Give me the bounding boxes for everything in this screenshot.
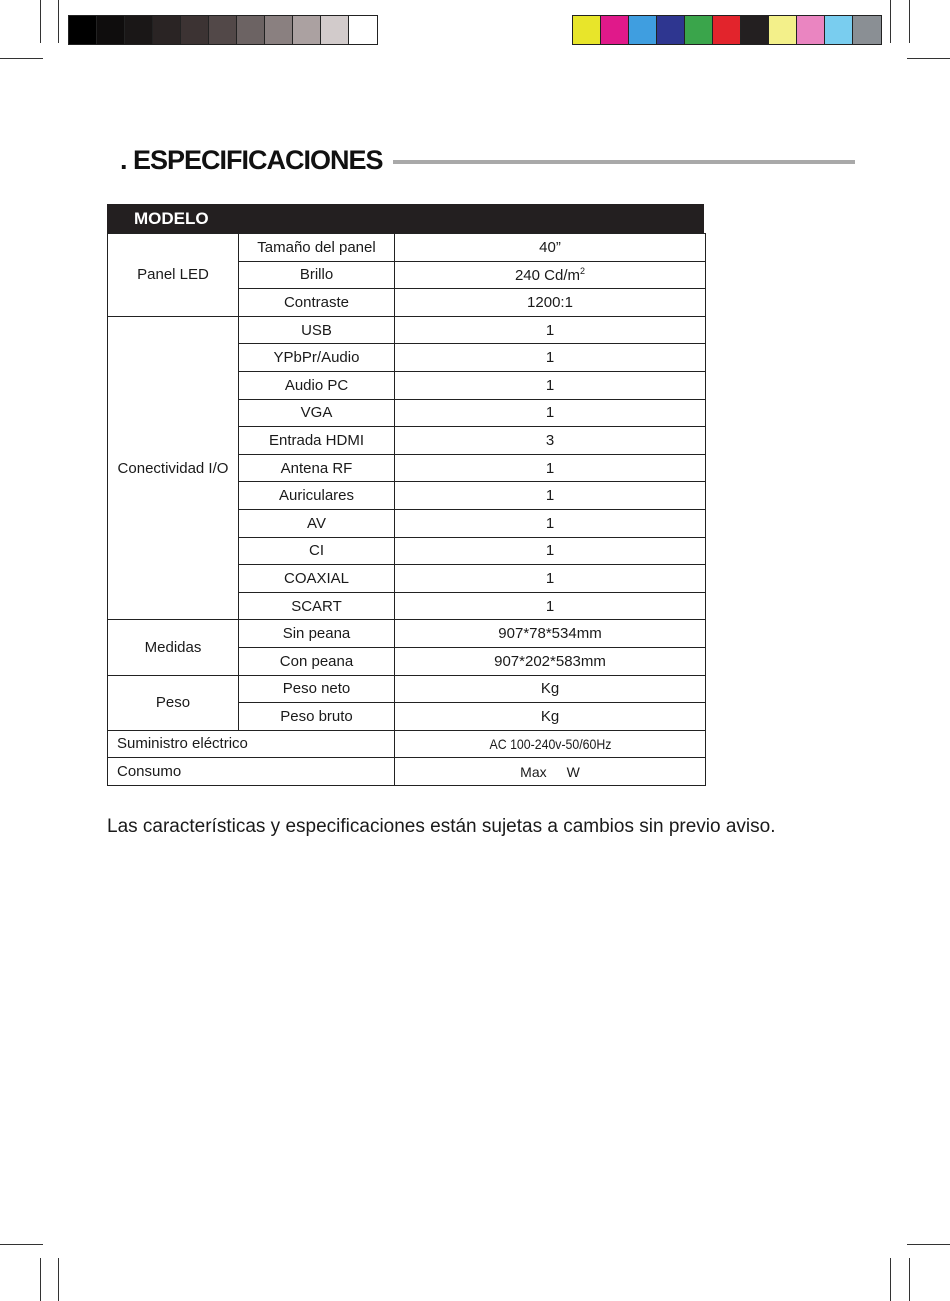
grayscale-swatch	[321, 16, 349, 44]
spec-value: 1200:1	[395, 289, 706, 317]
spec-value: 1	[395, 344, 706, 372]
grayscale-swatch	[153, 16, 181, 44]
spec-label: Entrada HDMI	[239, 427, 395, 455]
table-row	[108, 234, 706, 262]
consumption-max: Max	[520, 763, 547, 780]
spec-value: 1	[395, 482, 706, 510]
spec-value: 907*202*583mm	[395, 647, 706, 675]
grayscale-swatch	[125, 16, 153, 44]
spec-value: 40”	[395, 234, 706, 262]
grayscale-swatch	[237, 16, 265, 44]
grayscale-calibration-bar	[68, 15, 378, 45]
table-row	[108, 730, 706, 758]
crop-mark	[909, 0, 910, 43]
color-swatch	[629, 16, 657, 44]
color-swatch	[741, 16, 769, 44]
color-swatch	[797, 16, 825, 44]
spec-label: COAXIAL	[239, 565, 395, 593]
crop-mark	[40, 1258, 41, 1301]
group-label: Medidas	[108, 620, 239, 675]
model-header: MODELO	[134, 209, 209, 228]
spec-label: Antena RF	[239, 454, 395, 482]
spec-value: Kg	[395, 675, 706, 703]
group-label: Conectividad I/O	[108, 316, 239, 620]
spec-value: 3	[395, 427, 706, 455]
table-row	[108, 316, 706, 344]
section-heading	[120, 140, 855, 180]
grayscale-swatch	[349, 16, 377, 44]
spec-value: 1	[395, 537, 706, 565]
table-header-band	[107, 204, 704, 233]
spec-label: SCART	[239, 592, 395, 620]
spec-label: Brillo	[239, 261, 395, 289]
grayscale-swatch	[181, 16, 209, 44]
consumption-label: Consumo	[108, 758, 395, 786]
crop-mark	[58, 0, 59, 43]
crop-mark	[907, 1244, 950, 1245]
crop-mark	[909, 1258, 910, 1301]
spec-value: 1	[395, 371, 706, 399]
disclaimer-text: Las características y especificaciones están sujetas a cambios sin previo aviso.	[107, 816, 776, 837]
crop-mark	[890, 1258, 891, 1301]
spec-label: Auriculares	[239, 482, 395, 510]
crop-mark	[0, 1244, 43, 1245]
spec-value: 1	[395, 509, 706, 537]
spec-value: 1	[395, 565, 706, 593]
spec-value: 907*78*534mm	[395, 620, 706, 648]
spec-label: USB	[239, 316, 395, 344]
spec-value: 240 $Cd/m^2$	[395, 261, 706, 289]
spec-value: Kg	[395, 703, 706, 731]
title-rule	[393, 160, 855, 164]
table-row	[108, 675, 706, 703]
spec-label: Con peana	[239, 647, 395, 675]
spec-value: 1	[395, 316, 706, 344]
color-swatch	[573, 16, 601, 44]
superscript: 2	[580, 265, 586, 276]
spec-label: Sin peana	[239, 620, 395, 648]
color-swatch	[657, 16, 685, 44]
color-calibration-bar	[572, 15, 882, 45]
group-label: Peso	[108, 675, 239, 730]
color-swatch	[769, 16, 797, 44]
spec-value: 1	[395, 592, 706, 620]
spec-label: Peso bruto	[239, 703, 395, 731]
spec-label: Contraste	[239, 289, 395, 317]
page-title: . ESPECIFICACIONES	[120, 144, 383, 175]
table-row	[108, 620, 706, 648]
consumption-unit: W	[566, 763, 580, 780]
grayscale-swatch	[293, 16, 321, 44]
grayscale-swatch	[209, 16, 237, 44]
color-swatch	[825, 16, 853, 44]
color-swatch	[853, 16, 881, 44]
spec-label: CI	[239, 537, 395, 565]
spec-label: AV	[239, 509, 395, 537]
crop-mark	[40, 0, 41, 43]
consumption-value	[395, 758, 706, 786]
spec-label: Tamaño del panel	[239, 234, 395, 262]
crop-mark	[58, 1258, 59, 1301]
spec-value: 1	[395, 454, 706, 482]
table-row	[108, 758, 706, 786]
crop-mark	[907, 58, 950, 59]
spec-table	[107, 233, 706, 786]
power-label: Suministro eléctrico	[108, 730, 395, 758]
crop-mark	[0, 58, 43, 59]
spec-label: YPbPr/Audio	[239, 344, 395, 372]
spec-label: Peso neto	[239, 675, 395, 703]
spec-label: Audio PC	[239, 371, 395, 399]
spec-value: 1	[395, 399, 706, 427]
color-swatch	[713, 16, 741, 44]
group-label: Panel LED	[108, 234, 239, 317]
color-swatch	[601, 16, 629, 44]
grayscale-swatch	[265, 16, 293, 44]
grayscale-swatch	[97, 16, 125, 44]
spec-label: VGA	[239, 399, 395, 427]
power-value: AC 100-240v-50/60Hz	[413, 730, 687, 758]
crop-mark	[890, 0, 891, 43]
grayscale-swatch	[69, 16, 97, 44]
color-swatch	[685, 16, 713, 44]
